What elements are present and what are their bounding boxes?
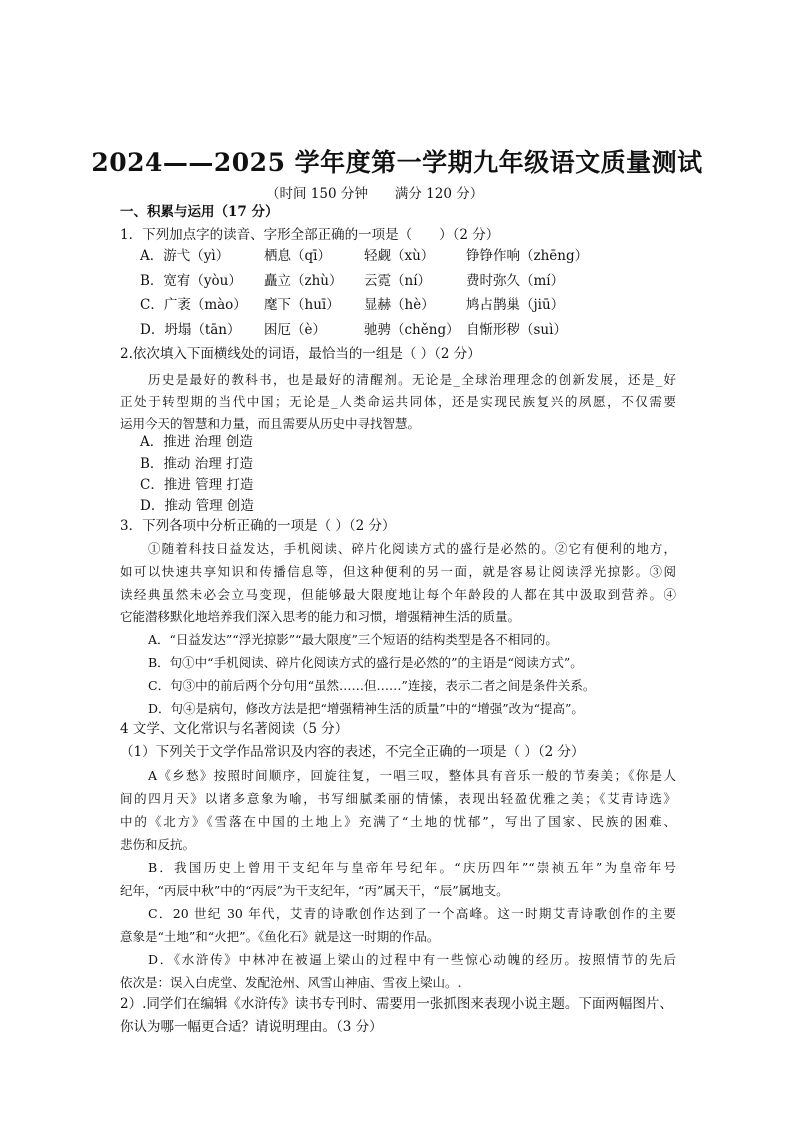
q4-option-a-line3: 中的《北方》《雪落在中国的土地上》充满了“土地的忧郁”，写出了国家、民族的困难、: [120, 814, 676, 829]
q1-c-word2: 麾下（huī）: [264, 297, 340, 313]
q2-option-b: B．推动 治理 打造: [140, 456, 254, 472]
q1-stem: 1．下列加点字的读音、字形全部正确的一项是（ ）（2 分）: [120, 227, 500, 243]
q3-passage-line4: 它能潜移默化地培养我们深入思考的能力和习惯，增强精神生活的质量。: [120, 609, 521, 624]
section-heading: 一、积累与运用（17 分）: [120, 204, 279, 220]
q1-b-word1: B．宽宥（yòu）: [140, 273, 242, 289]
q4-sub2-stem-line1: 2）.同学们在编辑《水浒传》读书专刊时、需要用一张抓图来表现小说主题。下面两幅图片、: [120, 996, 673, 1012]
q2-option-a: A．推进 治理 创造: [140, 434, 253, 450]
q3-passage-line1: ①随着科技日益发达，手机阅读、碎片化阅读方式的盛行是必然的。②它有便利的地方，: [148, 541, 676, 556]
q4-stem: 4 文学、文化常识与名著阅读（5 分）: [120, 721, 349, 737]
q1-b-word4: 费时弥久（mí）: [466, 273, 565, 289]
q1-d-word3: 驰骋（chěng）: [364, 322, 460, 338]
q3-option-c: C．句③中的前后两个分句用“虽然……但……”连接，表示二者之间是条件关系。: [148, 678, 596, 693]
q1-c-word3: 显赫（hè）: [364, 297, 435, 313]
q1-b-word2: 矗立（zhù）: [264, 273, 343, 289]
q4-option-a-line1: A《乡愁》按照时间顺序，回旋往复，一唱三叹，整体具有音乐一般的节奏美；《你是人: [148, 768, 676, 783]
q1-d-word4: 自惭形秽（suì）: [466, 322, 567, 338]
q1-c-word4: 鸠占鹊巢（jiū）: [466, 297, 565, 313]
q2-option-d: D．推动 管理 创造: [140, 498, 254, 514]
q1-a-word3: 轻觑（xù）: [364, 248, 435, 264]
q1-a-word2: 栖息（qī）: [264, 248, 331, 264]
exam-subtitle: （时间 150 分钟 满分 120 分）: [266, 186, 484, 202]
q3-option-a: A．“日益发达”“浮光掠影”“最大限度”三个短语的结构类型是各不相同的。: [148, 632, 558, 647]
q1-c-word1: C．广袤（mào）: [140, 297, 247, 313]
q1-d-word1: D．坍塌（tān）: [140, 322, 241, 338]
exam-title: 2024——2025 学年度第一学期九年级语文质量测试: [91, 148, 703, 177]
q4-option-b-line2: 纪年，“丙辰中秋”中的“丙辰”为干支纪年，“丙”属天干，“辰”属地支。: [120, 883, 509, 898]
q3-passage-line2: 如可以快速共享知识和传播信息等，但这种便利的另一面，就是容易让阅读浮光掠影。③阅: [120, 564, 676, 579]
q4-option-c-line1: C．20 世纪 30 年代，艾青的诗歌创作达到了一个高峰。这一时期艾青诗歌创作的主要: [148, 906, 676, 921]
q4-option-c-line2: 意象是“土地”和“火把”。《鱼化石》就是这一时期的作品。: [120, 929, 440, 944]
q3-passage-line3: 读经典虽然未必会立马变现，但能够最大限度地让每个年龄段的人都在其中汲取到营养。④: [120, 587, 676, 602]
q1-a-word4: 铮铮作响（zhēng）: [466, 248, 589, 264]
q3-option-b: B．句①中“手机阅读、碎片化阅读方式的盛行是必然的”的主语是“阅读方式”。: [148, 655, 583, 670]
q2-passage-line2: 正处于转型期的当代中国；无论是_人类命运共同体，还是实现民族复兴的夙愿，不仅需要: [120, 394, 676, 409]
q2-option-c: C．推进 管理 打造: [140, 477, 254, 493]
q2-stem: 2.依次填入下面横线处的词语，最恰当的一组是（ ）（2 分）: [120, 346, 481, 362]
q4-option-b-line1: B．我国历史上曾用干支纪年与皇帝年号纪年。“庆历四年”“崇祯五年”为皇帝年号: [148, 860, 676, 875]
q4-option-a-line4: 悲伤和反抗。: [120, 837, 196, 852]
q4-sub1-stem: （1）下列关于文学作品常识及内容的表述，不完全正确的一项是（ ）（2 分）: [120, 744, 585, 760]
q4-sub2-stem-line2: 你认为哪一幅更合适？请说明理由。（3 分）: [120, 1019, 383, 1035]
q2-passage-line3: 运用今天的智慧和力量，而且需要从历史中寻找智慧。: [120, 416, 421, 431]
q4-option-d-line2: 依次是：误入白虎堂、发配沧州、风雪山神庙、雪夜上梁山。.: [120, 975, 462, 990]
q2-passage-line1: 历史是最好的教科书，也是最好的清醒剂。无论是_全球治理理念的创新发展，还是_好: [148, 372, 676, 387]
q1-d-word2: 困厄（è）: [264, 322, 326, 338]
q4-option-a-line2: 间的四月天》以诸多意象为喻，书写细腻柔丽的情愫，表现出轻盈优雅之美；《艾青诗选》: [120, 791, 676, 806]
q3-option-d: D．句④是病句，修改方法是把“增强精神生活的质量”中的“增强”改为“提高”。: [148, 701, 584, 716]
q3-stem: 3．下列各项中分析正确的一项是（ ）（2 分）: [120, 518, 396, 534]
q4-option-d-line1: D．《水浒传》中林冲在被逼上梁山的过程中有一些惊心动魄的经历。按照情节的先后: [148, 952, 676, 967]
q1-a-word1: A．游弋（yì）: [140, 248, 230, 264]
q1-b-word3: 云霓（ní）: [364, 273, 432, 289]
